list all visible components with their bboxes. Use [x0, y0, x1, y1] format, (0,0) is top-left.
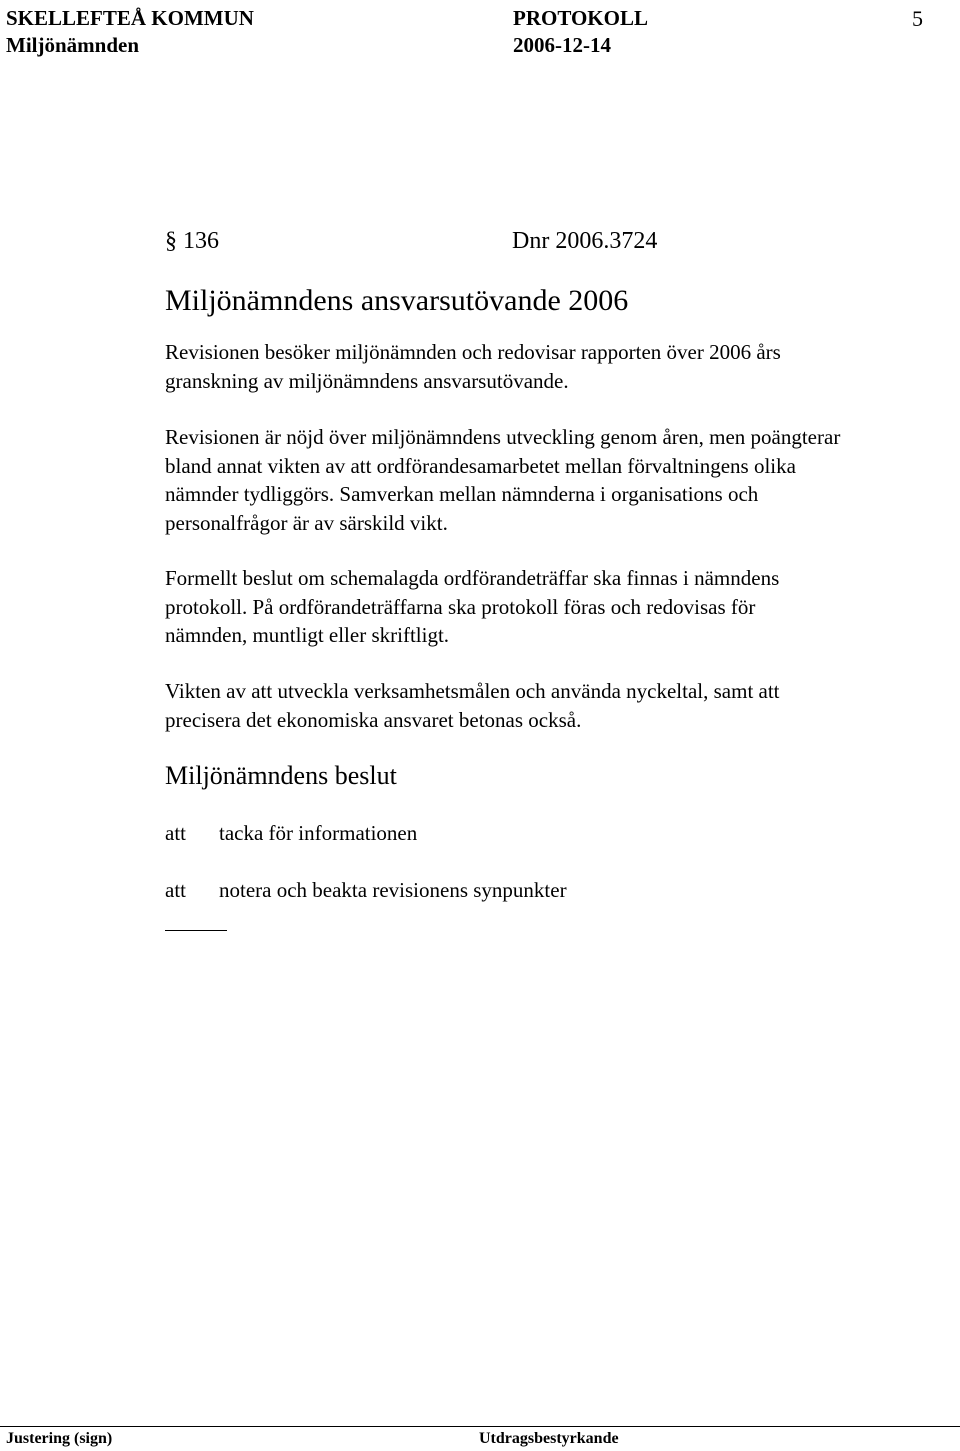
paragraph-line: precisera det ekonomiska ansvaret betonas också.: [165, 707, 582, 732]
footer-rule: [0, 1426, 960, 1427]
paragraph-line: Revisionen är nöjd över miljönämndens utveckling genom åren, men poängterar: [165, 425, 841, 449]
paragraph-line: protokoll. På ordförandeträffarna ska protokoll föras och redovisas för: [165, 594, 756, 619]
paragraph-line: Vikten av att utveckla verksamhetsmålen och använda nyckeltal, samt att: [165, 679, 780, 703]
header-document-type: PROTOKOLL: [513, 6, 648, 30]
header-date: 2006-12-14: [513, 33, 611, 57]
body-paragraph: [165, 677, 925, 734]
paragraph-number: § 136: [165, 228, 219, 254]
body-paragraph: [165, 423, 925, 537]
paragraph-line: nämnden, muntligt eller skriftligt.: [165, 623, 450, 647]
paragraph-line: personalfrågor är av särskild vikt.: [165, 510, 448, 535]
paragraph-line: Revisionen besöker miljönämnden och redovisar rapporten över 2006 års: [165, 340, 781, 364]
paragraph-line: Formellt beslut om schemalagda ordförandeträffar ska finnas i nämndens: [165, 566, 780, 590]
decision-text: notera och beakta revisionens synpunkter: [219, 878, 567, 902]
header-page-number: 5: [912, 6, 923, 31]
closing-rule: [165, 930, 227, 931]
footer-justering: Justering (sign): [6, 1430, 113, 1447]
decision-text: tacka för informationen: [219, 821, 418, 845]
header-organization: SKELLEFTEÅ KOMMUN: [6, 6, 254, 30]
paragraph-line: granskning av miljönämndens ansvarsutövande.: [165, 368, 569, 393]
footer-utdragsbestyrkande: Utdragsbestyrkande: [479, 1430, 619, 1447]
section-title: Miljönämndens ansvarsutövande 2006: [165, 284, 629, 317]
decision-prefix: att: [165, 878, 186, 902]
decision-heading: Miljönämndens beslut: [165, 761, 397, 790]
diary-number: Dnr 2006.3724: [512, 228, 658, 254]
body-paragraph: [165, 338, 925, 395]
decision-prefix: att: [165, 821, 186, 845]
paragraph-line: bland annat vikten av att ordförandesamarbetet mellan förvaltningens olika: [165, 453, 796, 478]
body-paragraph: [165, 564, 925, 650]
header-board: Miljönämnden: [6, 33, 140, 57]
paragraph-line: nämnder tydliggörs. Samverkan mellan nämnderna i organisations och: [165, 482, 759, 506]
